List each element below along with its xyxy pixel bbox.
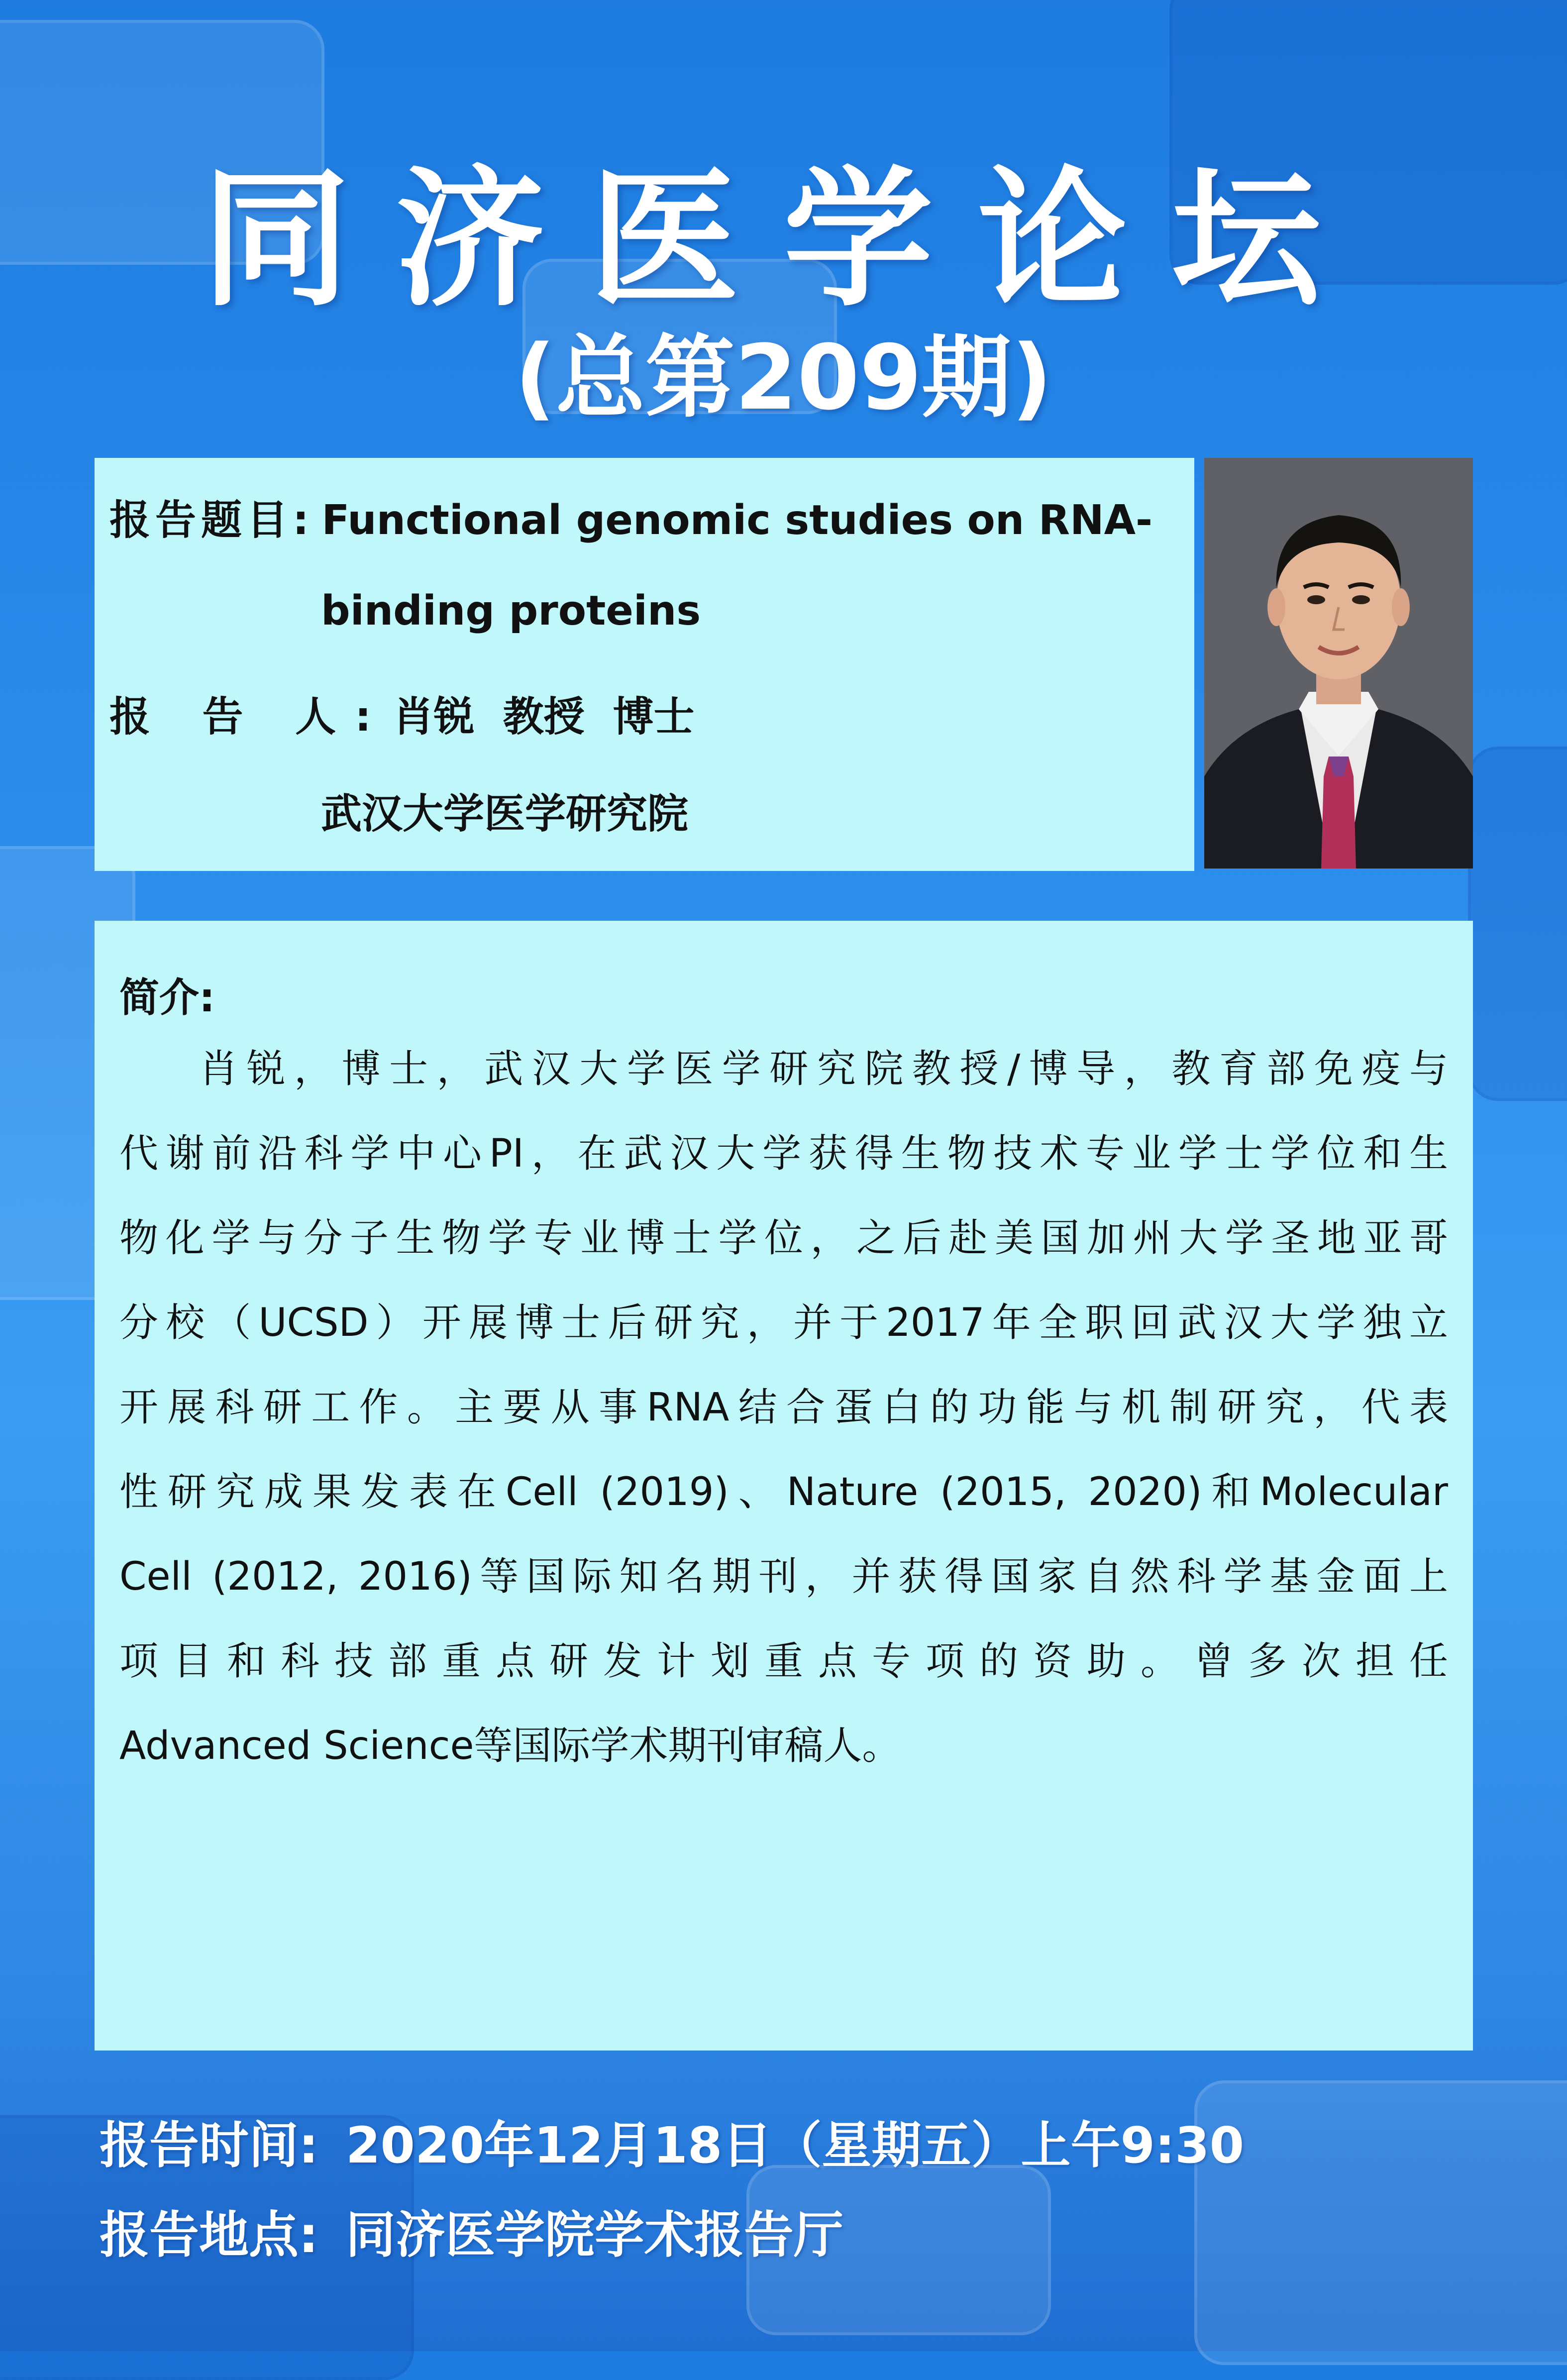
talk-title-label: 报告题目: <box>109 497 314 544</box>
speaker-portrait-icon <box>1204 458 1473 868</box>
speaker-label: 报 告 人: <box>109 693 390 741</box>
speaker-affiliation: 武汉大学医学研究院 <box>321 790 689 838</box>
time-label: 报告时间: <box>100 2116 318 2174</box>
background-tile <box>1468 747 1567 1101</box>
bio-line: 开展科研工作。主要从事RNA结合蛋白的功能与机制研究，代表 <box>119 1385 1448 1430</box>
affiliation-row <box>321 781 688 840</box>
bio-line: Advanced Science等国际学术期刊审稿人。 <box>119 1724 901 1768</box>
bio-line: 性研究成果发表在Cell (2019)、Nature (2015, 2020)和Molecular <box>119 1470 1448 1515</box>
bio-heading: 简介: <box>119 974 215 1021</box>
bio-line: 代谢前沿科学中心PI，在武汉大学获得生物技术专业学士学位和生 <box>119 1131 1448 1176</box>
place-value: 同济医学院学术报告厅 <box>345 2206 843 2264</box>
talk-title-row <box>109 488 1152 546</box>
talk-place <box>100 2195 843 2267</box>
talk-title-continuation <box>321 587 701 635</box>
talk-title-line2: binding proteins <box>321 587 701 635</box>
background-tile <box>1194 2080 1567 2365</box>
bio-line: 项目和科技部重点研发计划重点专项的资助。曾多次担任 <box>119 1639 1448 1684</box>
time-value: 2020年12月18日（星期五）上午9:30 <box>345 2116 1245 2174</box>
bio-line: Cell (2012, 2016)等国际知名期刊，并获得国家自然科学基金面上 <box>119 1554 1448 1599</box>
bio-line: 物化学与分子生物学专业博士学位，之后赴美国加州大学圣地亚哥 <box>119 1216 1448 1261</box>
speaker-photo <box>1204 458 1473 868</box>
bio-line: 肖锐，博士，武汉大学医学研究院教授/博导，教育部免疫与 <box>199 1047 1448 1091</box>
page-title: 同济医学论坛 <box>201 153 1366 326</box>
bio-line: 分校（UCSD）开展博士后研究，并于2017年全职回武汉大学独立 <box>119 1300 1448 1345</box>
place-label: 报告地点: <box>100 2206 318 2264</box>
talk-info-panel <box>95 458 1194 871</box>
speaker-row <box>109 684 695 743</box>
talk-time <box>100 2105 1244 2177</box>
bio-panel <box>95 921 1473 2051</box>
issue-number: (总第209期) <box>515 326 1052 430</box>
speaker-name: 肖锐 教授 博士 <box>393 693 695 741</box>
talk-title-line1: Functional genomic studies on RNA- <box>321 497 1153 544</box>
